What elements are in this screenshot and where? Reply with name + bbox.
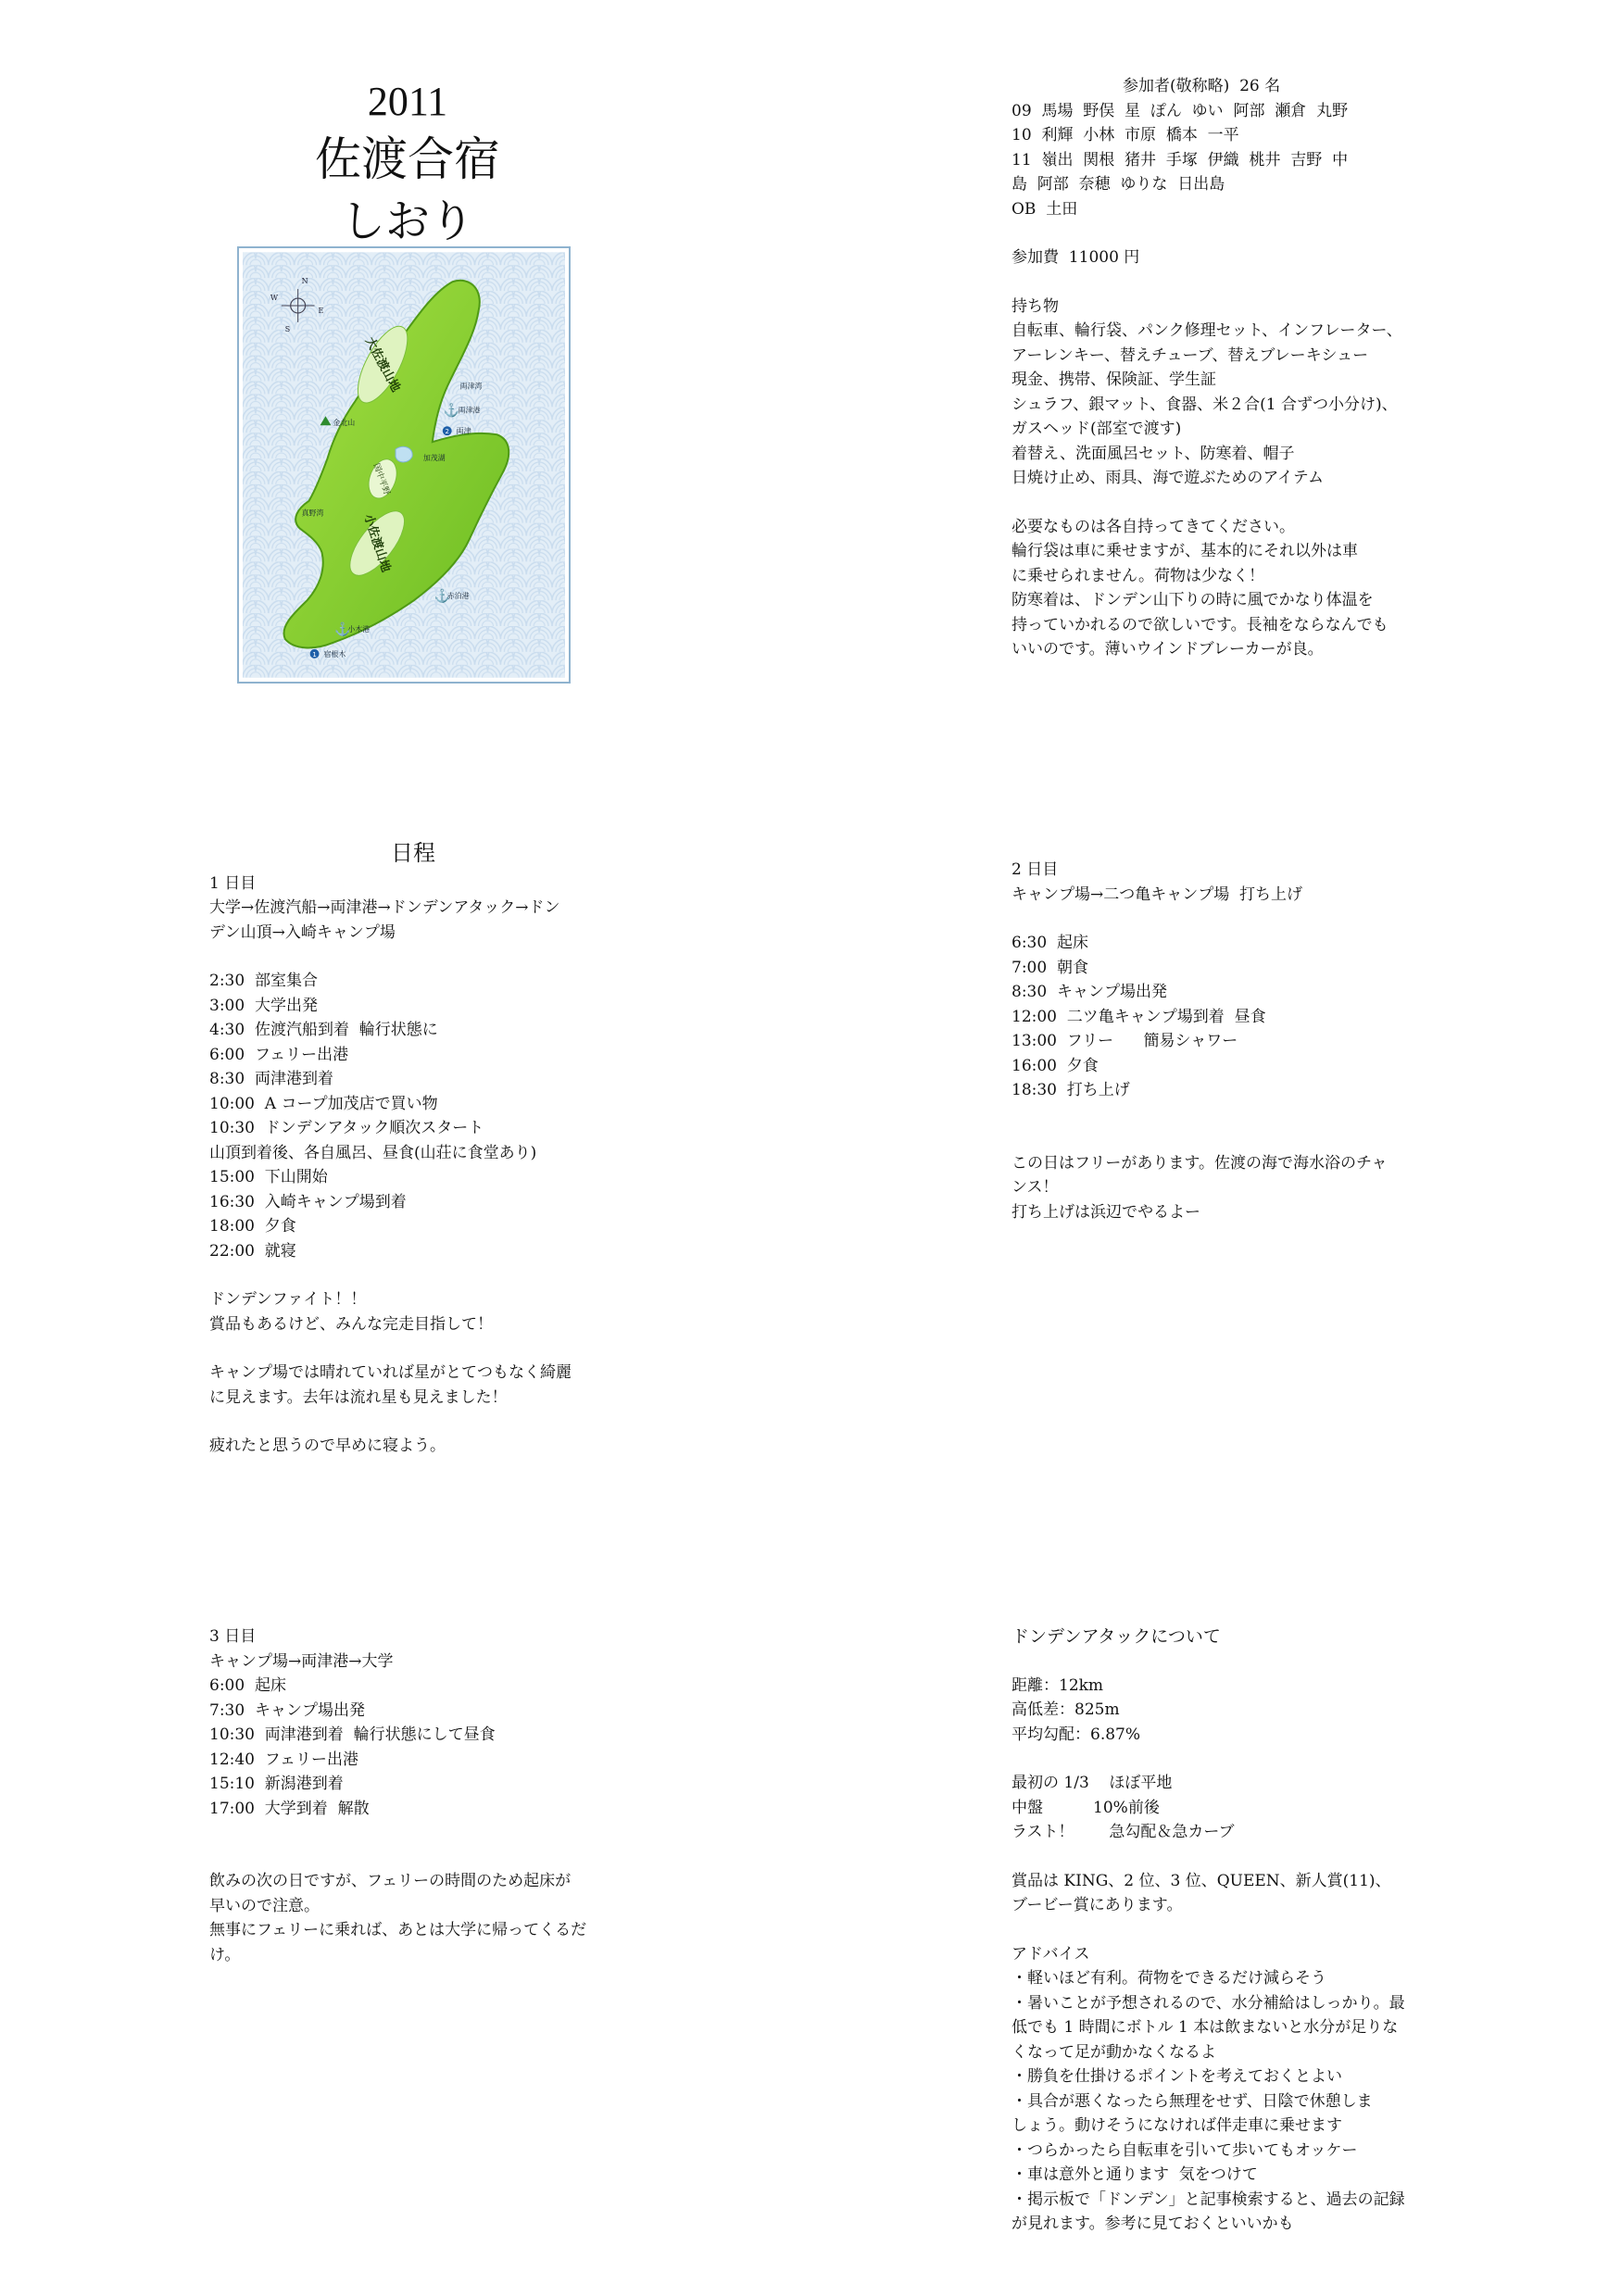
notes-line: 輪行袋は車に乗せますが、基本的にそれ以外は車 (1012, 542, 1358, 560)
ogi-port-label: 小木港 (347, 624, 371, 634)
day3-item: 17:00 大学到着 解散 (209, 1799, 370, 1818)
notes-line: いいのです。薄いウインドブレーカーが良。 (1012, 640, 1324, 659)
day1-route: デン山頂→入崎キャンプ場 (209, 922, 396, 942)
belongings-line: 着替え、洗面風呂セット、防寒着、帽子 (1012, 444, 1295, 463)
day2-comment: 打ち上げは浜辺でやるよー (1012, 1202, 1200, 1222)
day1-item: 4:30 佐渡汽船到着 輪行状態に (209, 1021, 438, 1039)
advice-line: くなって足が動かなくなるよ (1012, 2042, 1216, 2062)
fee: 参加費 11000 円 (1012, 248, 1140, 267)
belongings-line: 現金、携帯、保険証、学生証 (1012, 370, 1216, 389)
svg-text:W: W (270, 294, 279, 303)
donden-prize: 賞品は KING、2 位、3 位、QUEEN、新人賞(11)、 (1012, 1871, 1391, 1890)
day3-item: 12:40 フェリー出港 (209, 1750, 358, 1769)
kosado-label: 小佐渡山地 (360, 512, 393, 574)
donden-stat: 平均勾配：6.87% (1012, 1725, 1141, 1744)
day1-item: 8:30 両津港到着 (209, 1070, 333, 1088)
day2-item: 6:30 起床 (1012, 934, 1088, 952)
day2-title: 2 日目 (1012, 860, 1059, 879)
advice-line: 低でも 1 時間にボトル 1 本は飲まないと水分が足りな (1012, 2018, 1399, 2037)
donden-stat: 高低差：825m (1012, 1700, 1120, 1719)
day1-comment: 賞品もあるけど、みんな完走目指して！ (209, 1314, 493, 1334)
advice-line: ・暑いことが予想されるので、水分補給はしっかり。最 (1012, 1993, 1405, 2013)
day1-item: 2:30 部室集合 (209, 972, 318, 990)
day1-item: 10:00 A コープ加茂店で買い物 (209, 1094, 438, 1113)
schedule-heading: 日程 (391, 840, 435, 866)
donden-heading: ドンデンアタックについて (1012, 1626, 1221, 1647)
day1-item: 16:30 入崎キャンプ場到着 (209, 1192, 407, 1211)
ryotsu-label: 両津 (456, 427, 471, 436)
notes-line: 持っていかれるので欲しいです。長袖をならなんでも (1012, 615, 1389, 634)
participants-section (1012, 74, 1410, 662)
day1-comment: キャンプ場では晴れていれば星がとてつもなく綺麗 (209, 1363, 572, 1382)
day1-item: 15:00 下山開始 (209, 1168, 328, 1186)
advice-line: ・つらかったら自転車を引いて歩いてもオッケー (1012, 2140, 1358, 2160)
ryotsu-port-label: 両津港 (458, 406, 481, 415)
belongings-header: 持ち物 (1012, 296, 1059, 316)
day3-item: 7:30 キャンプ場出発 (209, 1700, 365, 1720)
shukunegi-label: 宿根木 (323, 649, 346, 659)
advice-header: アドバイス (1012, 1944, 1090, 1964)
day2-comment: この日はフリーがあります。佐渡の海で海水浴のチャ (1012, 1153, 1388, 1173)
kinpoku-label: 金北山 (333, 419, 356, 428)
mano-bay-label: 真野湾 (301, 508, 324, 518)
participants-line: 10 利輝 小林 市原 橋本 一平 (1012, 126, 1239, 144)
day3-item: 15:10 新潟港到着 (209, 1775, 344, 1793)
cover-year: 2011 (367, 79, 448, 124)
day2-item: 8:30 キャンプ場出発 (1012, 983, 1167, 1001)
day3-item: 6:00 起床 (209, 1676, 286, 1695)
osado-label: 大佐渡山地 (361, 334, 403, 395)
day3-title: 3 日目 (209, 1627, 257, 1646)
belongings-line: アーレンキー、替えチューブ、替えブレーキシュー (1012, 345, 1369, 365)
svg-text:2: 2 (445, 428, 449, 436)
cover-subtitle: しおり (340, 197, 474, 246)
day2-section (1012, 858, 1419, 1224)
donden-section-line: 最初の 1/3 ほぼ平地 (1012, 1774, 1173, 1792)
day1-item: 18:00 夕食 (209, 1217, 296, 1236)
notes-line: に乗せられません。荷物は少なく！ (1012, 566, 1265, 585)
cover-title: 佐渡合宿 (315, 133, 500, 185)
day3-comment: 早いので注意。 (209, 1896, 320, 1915)
sado-map (237, 246, 571, 684)
anchor-icon-ryotsu: ⚓ (443, 403, 460, 419)
day2-item: 13:00 フリー 簡易シャワー (1012, 1032, 1238, 1050)
svg-text:1: 1 (312, 650, 317, 659)
day2-item: 7:00 朝食 (1012, 958, 1088, 977)
svg-text:S: S (284, 324, 291, 333)
day1-item: 山頂到着後、各自風呂、昼食(山荘に食堂あり) (209, 1143, 537, 1162)
day1-title: 1 日目 (209, 873, 257, 893)
donden-prize: ブービー賞にあります。 (1012, 1896, 1183, 1914)
day1-item: 22:00 就寝 (209, 1241, 296, 1261)
donden-section-line: 中盤 10%前後 (1012, 1798, 1160, 1817)
day1-comment: ドンデンファイト！！ (209, 1290, 367, 1309)
day1-comment: 疲れたと思うので早めに寝よう。 (209, 1437, 446, 1455)
kamo-lake-shape (396, 446, 412, 462)
participants-line: 11 嶺出 関根 猪井 手塚 伊織 桃井 吉野 中 (1012, 150, 1349, 169)
donden-section-line: ラスト！ 急勾配＆急カーブ (1012, 1823, 1235, 1841)
participants-header: 参加者(敬称略) 26 名 (1123, 77, 1281, 95)
donden-stat: 距離：12km (1012, 1675, 1104, 1695)
advice-line: ・軽いほど有利。荷物をできるだけ減らそう (1012, 1969, 1326, 1988)
sado-map-svg (243, 252, 565, 678)
advice-line: が見れます。参考に見ておくといいかも (1012, 2214, 1294, 2233)
day1-route: 大学→佐渡汽船→両津港→ドンデンアタック→ドン (209, 898, 560, 917)
advice-line: ・掲示板で「ドンデン」と記事検索すると、過去の記録 (1012, 2189, 1405, 2209)
day3-item: 10:30 両津港到着 輪行状態にして昼食 (209, 1725, 496, 1744)
belongings-line: シュラフ、銀マット、食器、米２合(1 合ずつ小分け)、 (1012, 395, 1398, 414)
day2-comment: ンス！ (1012, 1178, 1059, 1197)
advice-line: ・具合が悪くなったら無理をせず、日陰で休憩しま (1012, 2091, 1373, 2111)
advice-line: ・勝負を仕掛けるポイントを考えておくとよい (1012, 2067, 1342, 2086)
day3-comment: 無事にフェリーに乗れば、あとは大学に帰ってくるだ (209, 1921, 587, 1939)
day1-item: 10:30 ドンデンアタック順次スタート (209, 1119, 484, 1137)
anchor-icon-ogi: ⚓ (334, 621, 351, 637)
day1-section (209, 841, 617, 1459)
day1-item: 3:00 大学出発 (209, 996, 318, 1015)
ryotsu-bay-label: 両津湾 (459, 382, 483, 391)
day2-item: 12:00 二ツ亀キャンプ場到着 昼食 (1012, 1007, 1266, 1026)
day3-comment: 飲みの次の日ですが、フェリーの時間のため起床が (209, 1872, 572, 1890)
advice-line: ・車は意外と通ります 気をつけて (1012, 2165, 1258, 2184)
day3-comment: け。 (209, 1945, 241, 1964)
advice-line: しょう。動けそうになければ伴走車に乗せます (1012, 2116, 1342, 2135)
day3-route: キャンプ場→両津港→大学 (209, 1651, 394, 1671)
day1-item: 6:00 フェリー出港 (209, 1045, 349, 1064)
akadomari-port-label: 赤泊港 (446, 592, 470, 601)
kuninaka-label: 国中平野 (371, 462, 392, 497)
day2-item: 18:30 打ち上げ (1012, 1081, 1130, 1099)
participants-line: 島 阿部 奈穂 ゆりな 日出島 (1012, 175, 1225, 194)
donden-section (1012, 1625, 1419, 2237)
svg-text:E: E (318, 306, 324, 315)
belongings-line: 日焼け止め、雨具、海で遊ぶためのアイテム (1012, 469, 1324, 487)
notes-line: 防寒着は、ドンデン山下りの時に風でかなり体温を (1012, 591, 1374, 609)
svg-text:N: N (301, 277, 308, 286)
day1-comment: に見えます。去年は流れ星も見えました！ (209, 1387, 508, 1407)
day2-item: 16:00 夕食 (1012, 1056, 1099, 1075)
anchor-icon-akadomari: ⚓ (434, 589, 451, 605)
belongings-line: ガスヘッド(部室で渡す) (1012, 420, 1182, 438)
belongings-line: 自転車、輪行袋、パンク修理セット、インフレーター、 (1012, 321, 1402, 340)
day2-route: キャンプ場→二つ亀キャンプ場 打ち上げ (1012, 885, 1303, 904)
notes-line: 必要なものは各自持ってきてください。 (1012, 517, 1295, 536)
kamo-lake-label: 加茂湖 (422, 454, 446, 463)
participants-line: OB 土田 (1012, 199, 1078, 219)
day3-section (209, 1625, 617, 1967)
participants-line: 09 馬場 野俣 星 ぽん ゆい 阿部 瀬倉 丸野 (1012, 101, 1349, 120)
